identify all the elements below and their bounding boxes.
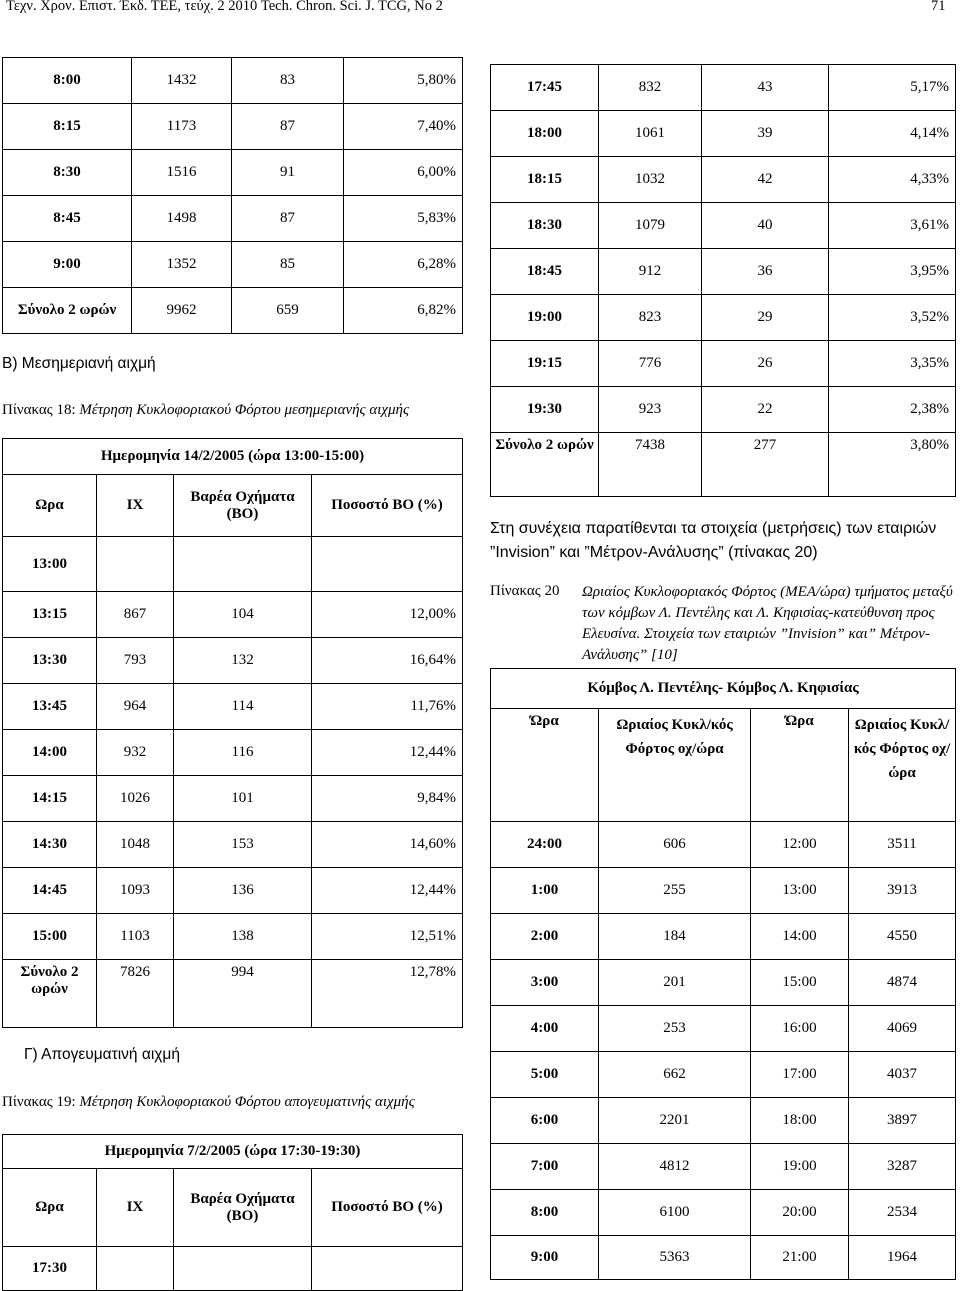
table-cell: 18:00 xyxy=(751,1098,849,1144)
table-cell: 9:00 xyxy=(3,242,132,288)
table-cell: 5:00 xyxy=(491,1052,599,1098)
table-row xyxy=(491,341,956,387)
table-cell: 1352 xyxy=(132,242,232,288)
table-cell: 18:45 xyxy=(491,249,599,295)
table-cell: 4,14% xyxy=(829,111,956,157)
table-cell: 104 xyxy=(174,592,312,638)
table-row-total xyxy=(3,960,463,1028)
table-cell: 832 xyxy=(599,65,702,111)
table-cell: 5,17% xyxy=(829,65,956,111)
table-cell: 3913 xyxy=(849,868,956,914)
table-cell: 3:00 xyxy=(491,960,599,1006)
table-cell: 5363 xyxy=(599,1236,751,1280)
table-row xyxy=(491,203,956,249)
table-cell: 12,00% xyxy=(312,592,463,638)
table-row xyxy=(491,295,956,341)
table-cell: 42 xyxy=(702,157,829,203)
table-cell: 662 xyxy=(599,1052,751,1098)
table-cell: 14:30 xyxy=(3,822,97,868)
table-cell: 19:15 xyxy=(491,341,599,387)
table-cell: 6,00% xyxy=(344,150,463,196)
table-cell: 16:00 xyxy=(751,1006,849,1052)
table-row xyxy=(3,914,463,960)
table-cell xyxy=(312,1247,463,1291)
table-row xyxy=(491,111,956,157)
table-row xyxy=(3,1247,463,1291)
table-row xyxy=(491,960,956,1006)
table-afternoon-peak xyxy=(490,64,956,497)
table-cell: 15:00 xyxy=(3,914,97,960)
table-cell: 29 xyxy=(702,295,829,341)
table-cell: 1048 xyxy=(97,822,174,868)
table-cell: 20:00 xyxy=(751,1190,849,1236)
table-row xyxy=(491,868,956,914)
table-cell: 4550 xyxy=(849,914,956,960)
table-cell: 3511 xyxy=(849,822,956,868)
table-cell: Ώρα xyxy=(491,709,599,822)
table-cell: 12:00 xyxy=(751,822,849,868)
table-cell: 3,52% xyxy=(829,295,956,341)
table-18 xyxy=(2,438,463,1028)
table-cell: 6,82% xyxy=(344,288,463,334)
table-row xyxy=(3,730,463,776)
table-cell: 912 xyxy=(599,249,702,295)
table-cell: 1032 xyxy=(599,157,702,203)
table-cell: 14:00 xyxy=(3,730,97,776)
table-cell: 21:00 xyxy=(751,1236,849,1280)
table-date-row xyxy=(3,1135,463,1169)
table-row-total xyxy=(3,288,463,334)
table-cell: 138 xyxy=(174,914,312,960)
table-cell: Ώρα xyxy=(751,709,849,822)
table-cell: 4812 xyxy=(599,1144,751,1190)
table-cell: 2:00 xyxy=(491,914,599,960)
table-cell: 4:00 xyxy=(491,1006,599,1052)
table-cell: 1516 xyxy=(132,150,232,196)
table-cell: 132 xyxy=(174,638,312,684)
table-row xyxy=(3,776,463,822)
table-cell: 43 xyxy=(702,65,829,111)
table-cell: 8:30 xyxy=(3,150,132,196)
table-cell: 867 xyxy=(97,592,174,638)
table-cell: 8:00 xyxy=(491,1190,599,1236)
table-cell: 5,80% xyxy=(344,58,463,104)
table19-caption: Πίνακας 19: Μέτρηση Κυκλοφοριακού Φόρτου απογευματινής αιχμής xyxy=(2,1094,415,1110)
table-cell: Ποσοστό ΒΟ (%) xyxy=(312,475,463,537)
table-row xyxy=(491,65,956,111)
table-header-row xyxy=(3,1169,463,1247)
section-c-title: Γ) Απογευματινή αιχμή xyxy=(24,1046,180,1063)
table-cell: Βαρέα Οχήματα (ΒΟ) xyxy=(174,1169,312,1247)
table-cell: 36 xyxy=(702,249,829,295)
table-cell: 87 xyxy=(232,196,344,242)
table-cell: 1964 xyxy=(849,1236,956,1280)
table-cell: 83 xyxy=(232,58,344,104)
table-cell: 1498 xyxy=(132,196,232,242)
table-cell: 184 xyxy=(599,914,751,960)
table-cell: 136 xyxy=(174,868,312,914)
table-cell: 3,61% xyxy=(829,203,956,249)
table-cell: 255 xyxy=(599,868,751,914)
table-cell: 253 xyxy=(599,1006,751,1052)
table-cell: 22 xyxy=(702,387,829,433)
table-cell: 91 xyxy=(232,150,344,196)
table-cell: 6,28% xyxy=(344,242,463,288)
table-cell: 1:00 xyxy=(491,868,599,914)
table-cell: 6100 xyxy=(599,1190,751,1236)
table-row-total xyxy=(491,433,956,497)
table-cell xyxy=(312,537,463,592)
table-row xyxy=(3,638,463,684)
table-cell: 1093 xyxy=(97,868,174,914)
table-cell: 114 xyxy=(174,684,312,730)
table-cell: 8:45 xyxy=(3,196,132,242)
table-cell: 116 xyxy=(174,730,312,776)
table-cell: 994 xyxy=(174,960,312,1028)
table-cell: Ημερομηνία 14/2/2005 (ώρα 13:00-15:00) xyxy=(3,439,463,475)
table18-caption: Πίνακας 18: Μέτρηση Κυκλοφοριακού Φόρτου μεσημεριανής αιχμής xyxy=(2,402,410,418)
table-cell: 8:15 xyxy=(3,104,132,150)
table-morning-peak xyxy=(2,57,463,334)
table-row xyxy=(491,157,956,203)
table-cell: 4037 xyxy=(849,1052,956,1098)
table-cell: 14:00 xyxy=(751,914,849,960)
table-cell: Ωριαίος Κυκλ/κός Φόρτος οχ/ώρα xyxy=(599,709,751,822)
table-cell: 9,84% xyxy=(312,776,463,822)
table-cell: 13:30 xyxy=(3,638,97,684)
table-cell: Βαρέα Οχήματα (ΒΟ) xyxy=(174,475,312,537)
table-cell: 13:00 xyxy=(751,868,849,914)
table-cell: 923 xyxy=(599,387,702,433)
table-cell: 1061 xyxy=(599,111,702,157)
table-cell: 4069 xyxy=(849,1006,956,1052)
table-row xyxy=(491,1236,956,1280)
table-row xyxy=(491,1190,956,1236)
table-cell: Ποσοστό ΒΟ (%) xyxy=(312,1169,463,1247)
table-row xyxy=(3,196,463,242)
table-cell: 2201 xyxy=(599,1098,751,1144)
table-cell: 7,40% xyxy=(344,104,463,150)
table-cell: 3897 xyxy=(849,1098,956,1144)
table-cell: 9:00 xyxy=(491,1236,599,1280)
table-cell: 13:00 xyxy=(3,537,97,592)
table-cell: 6:00 xyxy=(491,1098,599,1144)
table-cell: 12,78% xyxy=(312,960,463,1028)
table-header-row xyxy=(3,475,463,537)
table-cell: 12,51% xyxy=(312,914,463,960)
table-cell: 40 xyxy=(702,203,829,249)
table-row xyxy=(491,1144,956,1190)
table-cell: 3287 xyxy=(849,1144,956,1190)
table-cell: 776 xyxy=(599,341,702,387)
table-cell: 26 xyxy=(702,341,829,387)
running-header: Τεχν. Χρον. Επιστ. Έκδ. ΤΕΕ, τεύχ. 2 2010 Tech. Chron. Sci. J. TCG, No 2 xyxy=(6,0,443,14)
table-cell: 19:30 xyxy=(491,387,599,433)
table-cell: 24:00 xyxy=(491,822,599,868)
table-row xyxy=(3,58,463,104)
table-cell: 2534 xyxy=(849,1190,956,1236)
table-cell: 1103 xyxy=(97,914,174,960)
intro-paragraph: Στη συνέχεια παρατίθενται τα στοιχεία (μετρήσεις) των εταιριών ”Invision” και ”Μέτρον-Ανάλυσης” (πίνακας 20) xyxy=(490,520,937,561)
table-row xyxy=(491,1098,956,1144)
table-cell: ΙΧ xyxy=(97,1169,174,1247)
table-cell: 17:00 xyxy=(751,1052,849,1098)
table-cell: 823 xyxy=(599,295,702,341)
table-cell: 19:00 xyxy=(751,1144,849,1190)
table-cell: 4874 xyxy=(849,960,956,1006)
table-cell: 7826 xyxy=(97,960,174,1028)
table-date-row xyxy=(3,439,463,475)
table-cell: Σύνολο 2 ωρών xyxy=(491,433,599,497)
table-cell: 18:00 xyxy=(491,111,599,157)
table-cell xyxy=(174,1247,312,1291)
table-cell: ΙΧ xyxy=(97,475,174,537)
table-cell: 19:00 xyxy=(491,295,599,341)
table-cell: 87 xyxy=(232,104,344,150)
table-cell: 14:15 xyxy=(3,776,97,822)
table-cell: 85 xyxy=(232,242,344,288)
table-cell: 12,44% xyxy=(312,730,463,776)
table-row xyxy=(3,537,463,592)
table-cell: 153 xyxy=(174,822,312,868)
table-cell xyxy=(97,537,174,592)
table-cell: 14:45 xyxy=(3,868,97,914)
table-cell: 4,33% xyxy=(829,157,956,203)
table-title-row xyxy=(491,669,956,709)
table-row xyxy=(491,1006,956,1052)
table-cell: 2,38% xyxy=(829,387,956,433)
table-cell: 8:00 xyxy=(3,58,132,104)
table-cell: 1079 xyxy=(599,203,702,249)
table-cell: 12,44% xyxy=(312,868,463,914)
table-row xyxy=(3,592,463,638)
table-cell xyxy=(97,1247,174,1291)
table20-caption-label: Πίνακας 20 xyxy=(490,583,560,599)
table-cell: 1026 xyxy=(97,776,174,822)
table-cell: 606 xyxy=(599,822,751,868)
table-cell: 14,60% xyxy=(312,822,463,868)
section-b-title: Β) Μεσημεριανή αιχμή xyxy=(2,355,156,372)
table-row xyxy=(3,242,463,288)
table-cell: 13:15 xyxy=(3,592,97,638)
table-cell: 13:45 xyxy=(3,684,97,730)
table-cell: 1173 xyxy=(132,104,232,150)
table-header-row xyxy=(491,709,956,822)
table-cell: 15:00 xyxy=(751,960,849,1006)
table-cell: 3,95% xyxy=(829,249,956,295)
table-row xyxy=(3,822,463,868)
table-cell: 9962 xyxy=(132,288,232,334)
table-cell: 18:15 xyxy=(491,157,599,203)
table-20 xyxy=(490,668,956,1280)
table-cell: 17:45 xyxy=(491,65,599,111)
table-cell: 11,76% xyxy=(312,684,463,730)
table-row xyxy=(491,822,956,868)
table-cell: 7:00 xyxy=(491,1144,599,1190)
table-cell: 7438 xyxy=(599,433,702,497)
table-cell: 1432 xyxy=(132,58,232,104)
table-cell: Ημερομηνία 7/2/2005 (ώρα 17:30-19:30) xyxy=(3,1135,463,1169)
table-19 xyxy=(2,1134,463,1291)
table-cell: 964 xyxy=(97,684,174,730)
table-cell: 5,83% xyxy=(344,196,463,242)
page-number: 71 xyxy=(931,0,946,14)
table-row xyxy=(3,150,463,196)
table-cell: Ωρα xyxy=(3,1169,97,1247)
table-cell: 39 xyxy=(702,111,829,157)
table-cell: Σύνολο 2 ωρών xyxy=(3,288,132,334)
table-row xyxy=(491,387,956,433)
table-cell: 3,80% xyxy=(829,433,956,497)
table-cell: 3,35% xyxy=(829,341,956,387)
table-cell: Σύνολο 2 ωρών xyxy=(3,960,97,1028)
table-row xyxy=(491,249,956,295)
table-cell: 201 xyxy=(599,960,751,1006)
table-cell: Ωριαίος Κυκλ/κός Φόρτος οχ/ ώρα xyxy=(849,709,956,822)
table20-caption: Ωριαίος Κυκλοφοριακός Φόρτος (ΜΕΑ/ώρα) τμήματος μεταξύ των κόμβων Λ. Πεντέλης και Λ. Κηφισίας-κατεύθυνση προς Ελευσίνα. Στοιχεία των εταιριών ”Invision” και” Μέτρον-Ανάλυσης” [10] xyxy=(582,584,953,663)
table-cell xyxy=(174,537,312,592)
table-cell: 16,64% xyxy=(312,638,463,684)
table-cell: 659 xyxy=(232,288,344,334)
table-cell: Κόμβος Λ. Πεντέλης- Κόμβος Λ. Κηφισίας xyxy=(491,669,956,709)
table-cell: 18:30 xyxy=(491,203,599,249)
table-cell: 101 xyxy=(174,776,312,822)
table-cell: 17:30 xyxy=(3,1247,97,1291)
table-cell: 932 xyxy=(97,730,174,776)
table-row xyxy=(491,1052,956,1098)
table-cell: Ωρα xyxy=(3,475,97,537)
table-row xyxy=(3,684,463,730)
table-cell: 793 xyxy=(97,638,174,684)
table-row xyxy=(3,104,463,150)
table-row xyxy=(3,868,463,914)
table-cell: 277 xyxy=(702,433,829,497)
table-row xyxy=(491,914,956,960)
